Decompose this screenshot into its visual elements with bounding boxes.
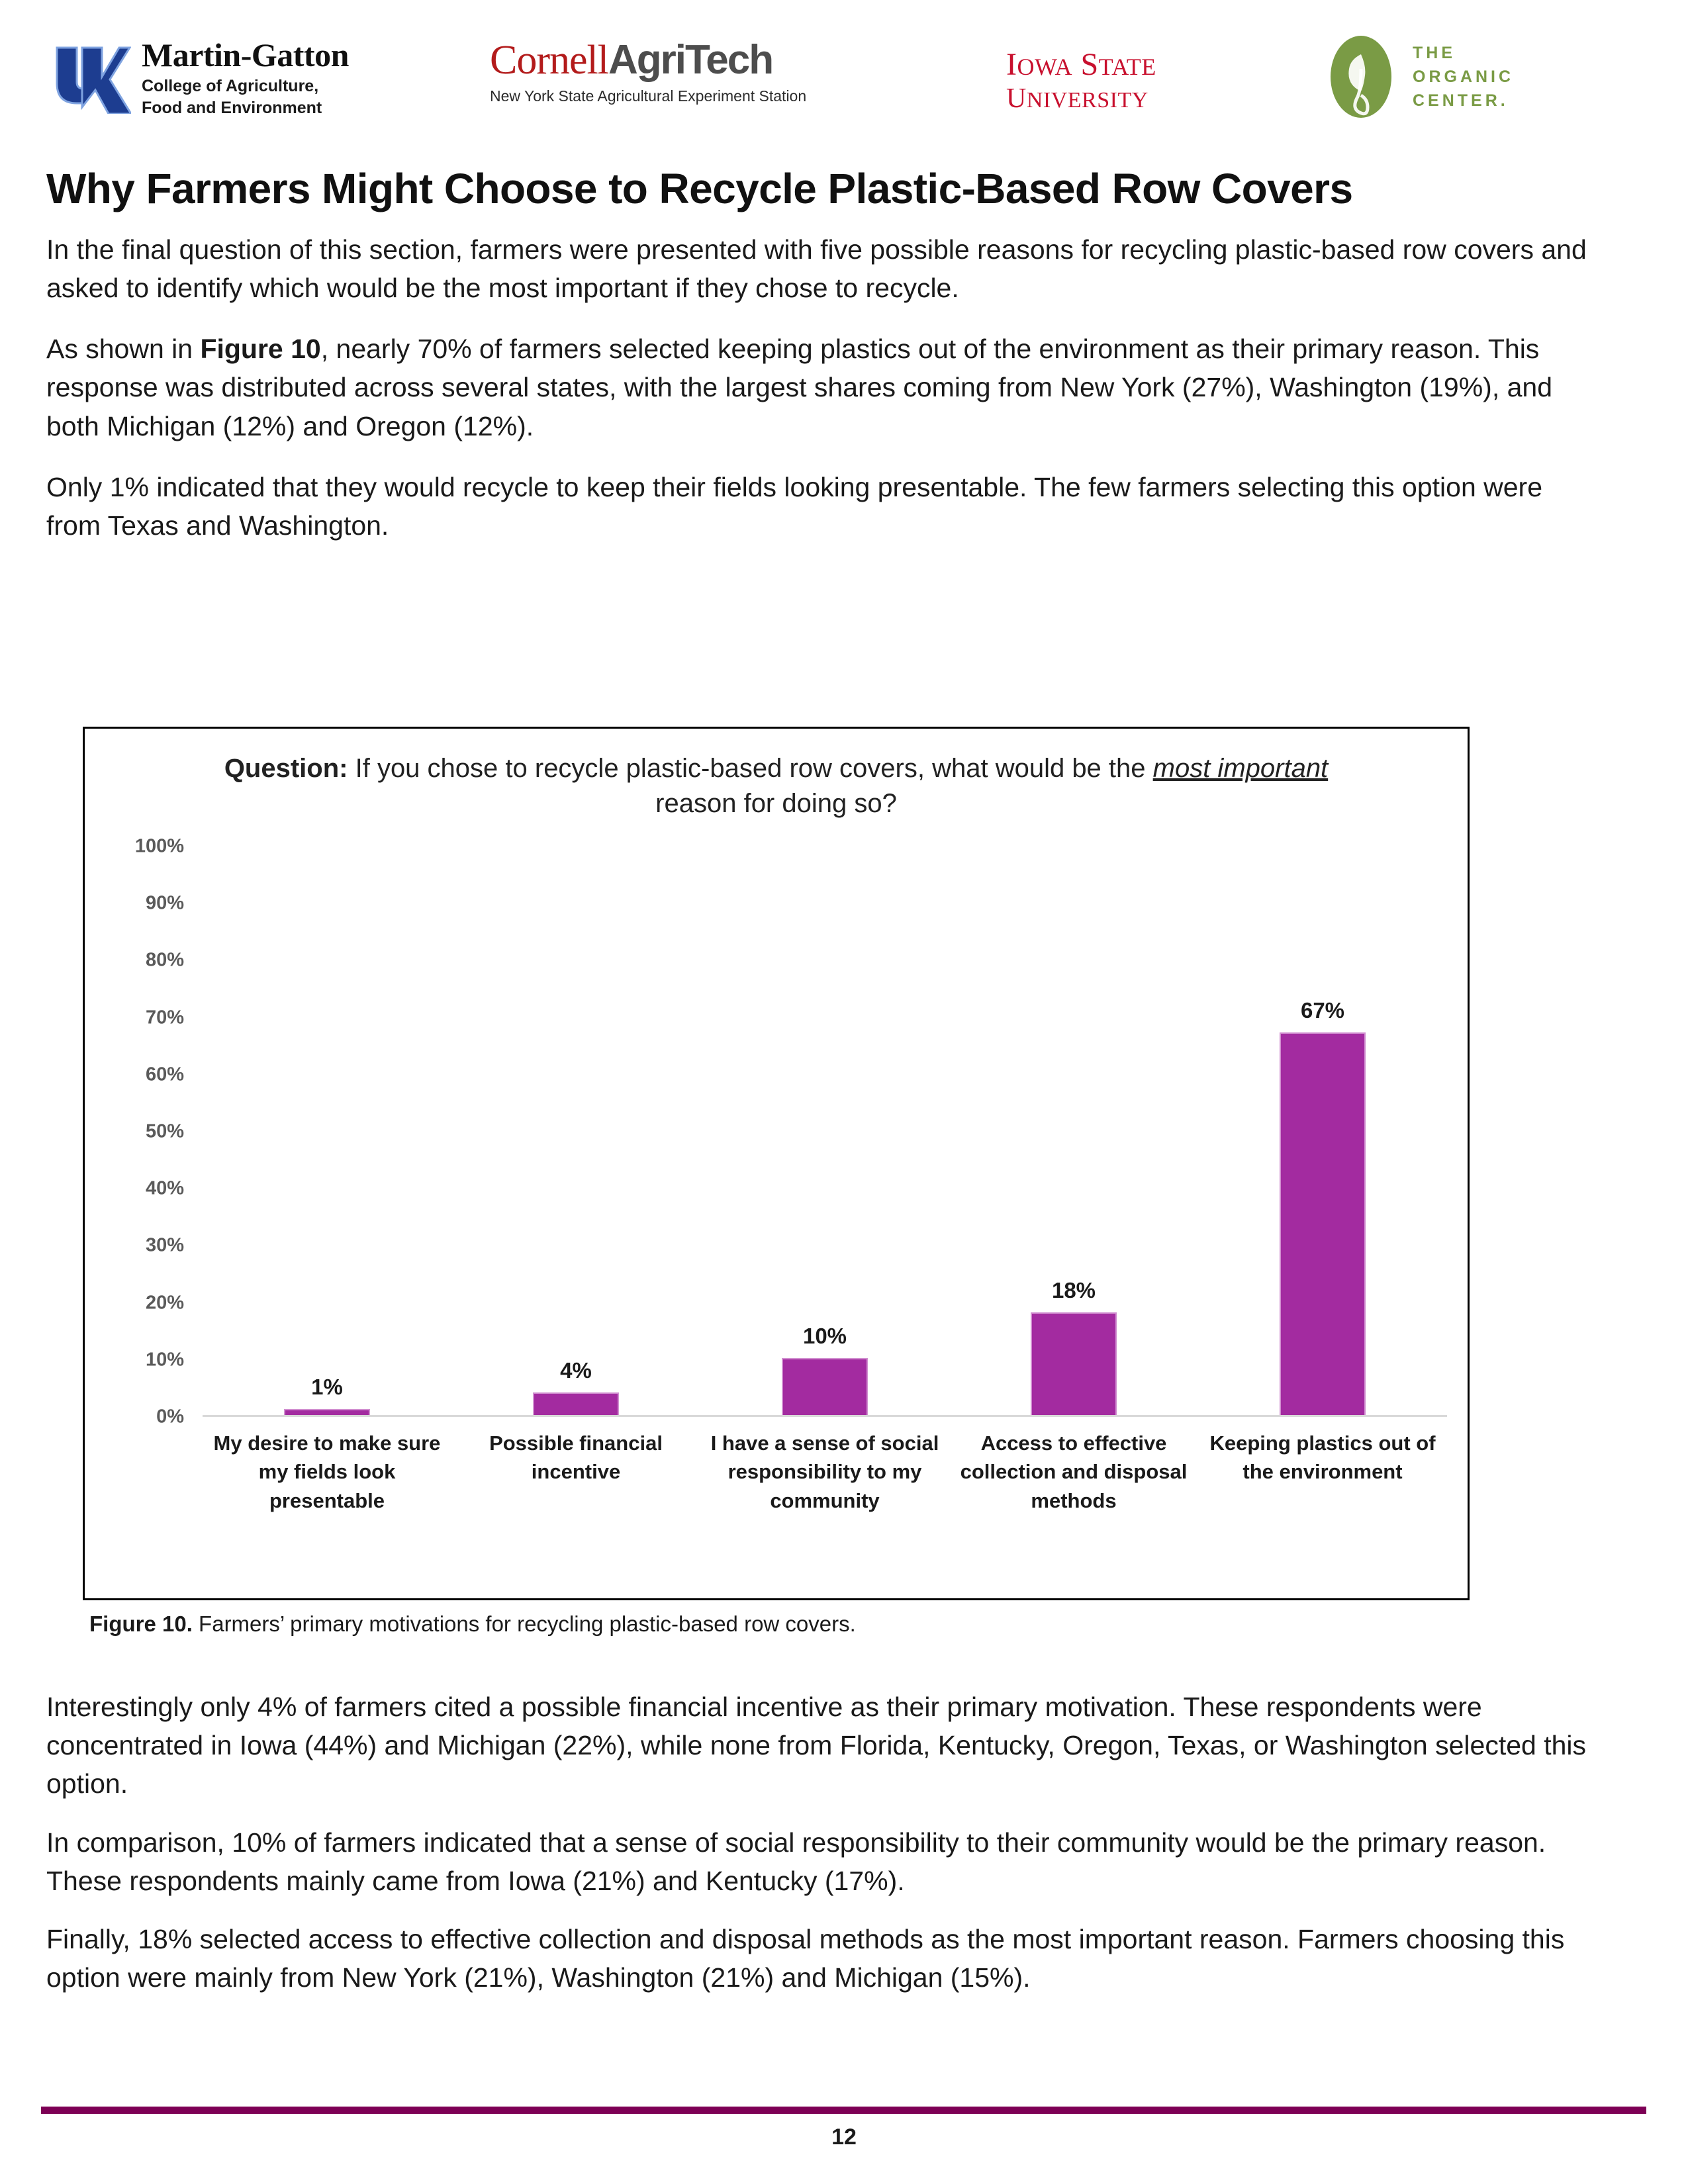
uk-logo-title: Martin-Gatton — [142, 36, 349, 73]
chart-plot-area — [203, 846, 1447, 1417]
logo-uk-martin-gatton — [52, 38, 349, 118]
chart-x-category-label — [1198, 1429, 1447, 1515]
chart-x-category-line: Access to effective — [980, 1432, 1167, 1455]
chart-bar-value-label: 4% — [560, 1357, 592, 1383]
chart-x-category-line: My desire to make sure — [213, 1432, 441, 1455]
paragraph-one-percent: Only 1% indicated that they would recycle to keep their fields looking presentable. The few farmers selecting this option were from Texas and Washington. — [46, 471, 1543, 541]
chart-bar-slot — [1198, 846, 1447, 1415]
organic-center-seedling-icon — [1324, 34, 1398, 119]
uk-logo-subtitle-line2: Food and Environment — [142, 98, 322, 117]
chart-x-category-line: collection and disposal — [960, 1460, 1188, 1484]
chart-bars-container — [203, 846, 1447, 1415]
cornell-logo-word-agritech: AgriTech — [608, 37, 773, 83]
page-title: Why Farmers Might Choose to Recycle Plastic-Based Row Covers — [46, 165, 1353, 212]
paragraph-2-text-before: As shown in — [46, 334, 201, 365]
organic-center-line2: ORGANIC — [1413, 67, 1515, 86]
iowa-logo-line1: IOWA STATE — [1006, 47, 1156, 82]
logo-the-organic-center — [1324, 34, 1514, 119]
main-content-lower — [46, 1688, 1648, 2017]
chart-question-prefix: Question: — [224, 754, 348, 783]
chart-y-tick-label: 100% — [134, 835, 184, 857]
cornell-logo-subtitle: New York State Agricultural Experiment Station — [490, 87, 807, 105]
chart-bar-value-label: 67% — [1300, 998, 1345, 1023]
chart-x-category-label — [700, 1429, 949, 1515]
chart-y-tick-label: 10% — [145, 1349, 184, 1371]
uk-logo-subtitle-line1: College of Agriculture, — [142, 77, 319, 95]
chart-x-category-line: I have a sense of social — [710, 1432, 939, 1455]
chart-y-tick-label: 60% — [145, 1064, 184, 1085]
chart-bar[interactable] — [782, 1358, 868, 1415]
chart-x-category-line: presentable — [269, 1488, 385, 1512]
chart-bar-value-label: 10% — [802, 1323, 847, 1348]
chart-bar-slot — [451, 846, 700, 1415]
iowa-logo-line2: UNIVERSITY — [1006, 83, 1149, 114]
chart-x-category-label — [451, 1429, 700, 1515]
chart-question-emphasis: most important — [1152, 754, 1329, 783]
chart-plot-wrapper — [85, 835, 1472, 1601]
figure-10-caption — [89, 1612, 856, 1637]
chart-x-category-label — [203, 1429, 451, 1515]
chart-bar-value-label: 18% — [1051, 1277, 1096, 1302]
chart-y-tick-label: 90% — [145, 892, 184, 914]
paragraph-2-text-after: , nearly 70% of farmers selected keeping plastics out of the environment as their primary reason. This response was distributed across several states, with the largest shares coming from New York (27%), Washington (19%), and both Michigan (12%) and Oregon (12%). — [46, 334, 1553, 441]
organic-center-line1: THE — [1413, 43, 1456, 62]
footer-divider-rule — [41, 2107, 1646, 2114]
chart-y-tick-label: 0% — [156, 1406, 184, 1428]
paragraph-intro: In the final question of this section, farmers were presented with five possible reasons for recycling plastic-based row covers and asked to identify which would be the most important if they chose to recycle. — [46, 234, 1587, 303]
chart-x-category-line: my fields look — [258, 1460, 396, 1484]
figure-10-reference: Figure 10 — [200, 334, 321, 365]
chart-bar-slot — [203, 846, 451, 1415]
paragraph-social-responsibility: In comparison, 10% of farmers indicated that a sense of social responsibility to their community would be the primary reason. These respondents mainly came from Iowa (21%) and Kentucky (17%). — [46, 1827, 1546, 1896]
organic-center-line3: CENTER. — [1413, 91, 1509, 111]
chart-bar-slot — [700, 846, 949, 1415]
figure-caption-text: Farmers’ primary motivations for recycling plastic-based row covers. — [192, 1612, 856, 1636]
paragraph-collection-disposal: Finally, 18% selected access to effective collection and disposal methods as the most important reason. Farmers choosing this option were mainly from New York (21%), Washington (21%) and Michigan (15%). — [46, 1924, 1565, 1993]
paragraph-financial-incentive: Interestingly only 4% of farmers cited a possible financial incentive as their primary motivation. These respondents were concentrated in Iowa (44%) and Michigan (22%), while none from Florida, Kentucky, Oregon, Texas, or Washington selected this option. — [46, 1692, 1587, 1799]
chart-y-tick-label: 20% — [145, 1292, 184, 1314]
cornell-logo-word-cornell: Cornell — [490, 38, 608, 83]
chart-x-category-line: responsibility to my — [727, 1460, 922, 1484]
footer-page-number: 12 — [831, 2124, 857, 2150]
logo-iowa-state-university — [1006, 49, 1156, 113]
chart-bar-value-label: 1% — [311, 1375, 343, 1399]
chart-question-part2: reason for doing so? — [655, 788, 897, 818]
main-content-upper — [46, 165, 1642, 567]
figure-10-chart-box — [83, 727, 1470, 1600]
chart-y-tick-label: 70% — [145, 1007, 184, 1028]
chart-y-tick-label: 40% — [145, 1177, 184, 1199]
chart-bar[interactable] — [1031, 1312, 1117, 1415]
uk-wildcat-logo-icon — [52, 42, 131, 114]
chart-x-category-line: the environment — [1243, 1460, 1403, 1484]
chart-x-axis — [203, 1429, 1447, 1515]
figure-caption-label: Figure 10. — [89, 1612, 193, 1636]
chart-bar-slot — [949, 846, 1198, 1415]
chart-y-tick-label: 50% — [145, 1120, 184, 1142]
chart-question-title — [85, 729, 1468, 821]
chart-x-category-line: Keeping plastics out of — [1209, 1432, 1436, 1455]
logo-cornell-agritech — [490, 37, 807, 105]
chart-y-axis — [105, 835, 184, 1428]
chart-bar[interactable] — [1280, 1032, 1366, 1415]
chart-bar[interactable] — [284, 1409, 370, 1415]
chart-y-tick-label: 30% — [145, 1234, 184, 1256]
chart-bar[interactable] — [533, 1392, 619, 1415]
chart-x-category-label — [949, 1429, 1198, 1515]
chart-question-part1: If you chose to recycle plastic-based row covers, what would be the — [348, 754, 1153, 783]
paragraph-figure-reference — [46, 330, 1589, 445]
chart-x-category-line: incentive — [531, 1460, 621, 1484]
header-logo-bar — [0, 17, 1688, 117]
chart-x-category-line: methods — [1031, 1488, 1117, 1512]
chart-x-category-line: Possible financial — [489, 1432, 663, 1455]
chart-y-tick-label: 80% — [145, 949, 184, 971]
chart-x-category-line: community — [770, 1488, 880, 1512]
